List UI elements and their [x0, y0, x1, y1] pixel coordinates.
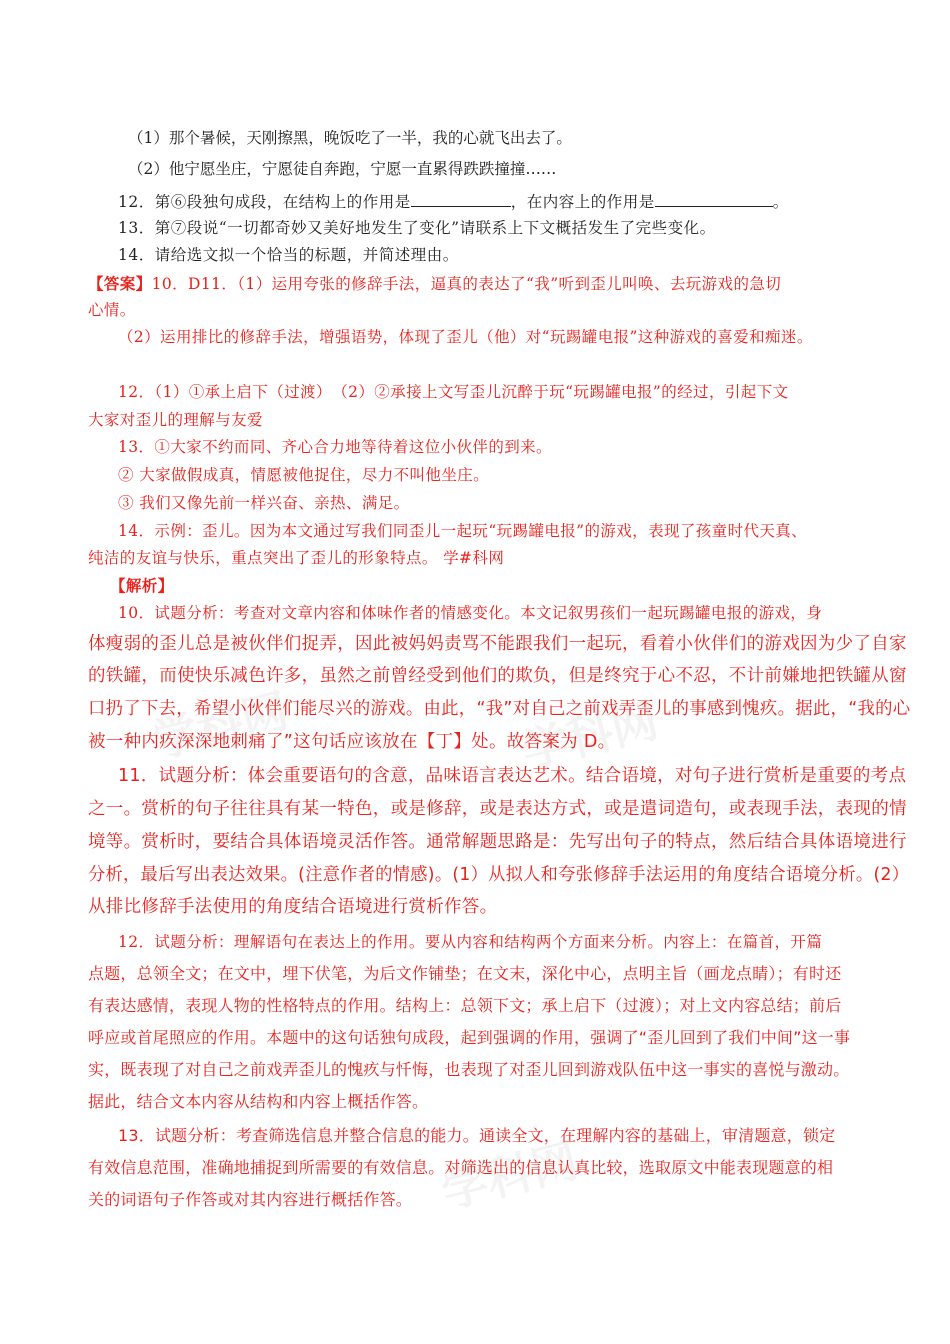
analysis-11-line: 从排比修辞手法使用的角度结合语境进行赏析作答。 — [88, 897, 498, 917]
analysis-11-line: 分析，最后写出表达效果。(注意作者的情感)。(1）从拟人和夸张修辞手法运用的角度结合语境分析。(2） — [88, 865, 910, 885]
question-13: 13．第⑦段说“一切都奇妙又美好地发生了变化”请联系上下文概括发生了完些变化。 — [118, 219, 716, 237]
watermark: 学科网 — [146, 683, 294, 769]
analysis-13-line: 有效信息范围，准确地捕捉到所需要的有效信息。对筛选出的信息认真比较，选取原文中能表现题意的相 — [88, 1158, 834, 1177]
analysis-12-line: 呼应或首尾照应的作用。本题中的这句话独句成段，起到强调的作用，强调了“歪儿回到了我们中间”这一事 — [88, 1028, 851, 1047]
question-14: 14．请给选文拟一个恰当的标题，并简述理由。 — [118, 246, 459, 264]
analysis-13-line: 13．试题分析：考查筛选信息并整合信息的能力。通读全文，在理解内容的基础上，审清题意，锁定 — [118, 1126, 836, 1145]
question-12-part-1: 12．第⑥段独句成段，在结构上的作用是 — [118, 193, 411, 211]
analysis-12-line: 有表达感情，表现人物的性格特点的作用。结构上：总领下文；承上启下（过渡）；对上文内容总结；前后 — [88, 996, 842, 1015]
question-12-part-3: 。 — [772, 193, 789, 211]
analysis-10-line: 10．试题分析：考查对文章内容和体味作者的情感变化。本文记叙男孩们一起玩踢罐电报的游戏，身 — [118, 604, 823, 622]
analysis-10-line: 体瘦弱的歪儿总是被伙伴们捉弄，因此被妈妈责骂不能跟我们一起玩，看着小伙伴们的游戏因为少了自家 — [88, 634, 907, 654]
answer-12-line-1: 12．（1）①承上启下（过渡） （2）②承接上文写歪儿沉醉于玩“玩踢罐电报”的经过，引起下文 — [118, 383, 789, 401]
answer-13-line-1: 13．①大家不约而同、齐心合力地等待着这位小伙伴的到来。 — [118, 438, 552, 456]
analysis-11-line: 境等。赏析时，要结合具体语境灵活作答。通常解题思路是：先写出句子的特点，然后结合具体语境进行 — [88, 832, 907, 852]
answer-blank-structure[interactable] — [411, 192, 511, 207]
analysis-12-line: 12．试题分析：理解语句在表达上的作用。要从内容和结构两个方面来分析。内容上：在篇首，开篇 — [118, 933, 823, 951]
question-11-item-1: （1）那个暑候，天刚擦黑，晚饭吃了一半，我的心就飞出去了。 — [128, 129, 572, 147]
answer-14-line-2: 纯洁的友谊与快乐，重点突出了歪儿的形象特点。 学#科网 — [88, 549, 505, 567]
answer-14-line-1: 14．示例：歪儿。因为本文通过写我们同歪儿一起玩“玩踢罐电报”的游戏，表现了孩童时代天真、 — [118, 522, 808, 540]
answer-blank-content[interactable] — [655, 192, 773, 207]
analysis-12-line: 据此，结合文本内容从结构和内容上概括作答。 — [88, 1092, 429, 1111]
analysis-11-line: 11．试题分析：体会重要语句的含意，品味语言表达艺术。结合语境，对句子进行赏析是重要的考点 — [118, 766, 907, 786]
analysis-10-line: 口扔了下去，希望小伙伴们能尽兴的游戏。由此，“我”对自己之前戏弄歪儿的事感到愧疚。据此，“我的心 — [88, 699, 911, 719]
analysis-12-line: 实，既表现了对自己之前戏弄歪儿的愧疚与忏悔，也表现了对歪儿回到游戏队伍中这一事实的喜悦与激动。 — [88, 1060, 850, 1079]
watermark: 学科网 — [516, 693, 664, 779]
answer-line-1: 【答案】10．D11．（1）运用夸张的修辞手法，逼真的表达了“我”听到歪儿叫唤、去玩游戏的急切 — [88, 274, 782, 293]
analysis-10-line: 被一种内疚深深地刺痛了”这句话应该放在【丁】处。故答案为 D。 — [88, 732, 616, 752]
question-12 — [118, 190, 789, 212]
analysis-10-line: 的铁罐，而使快乐减色许多，虽然之前曾经受到他们的欺负，但是终究于心不忍，不计前嫌地把铁罐从窗 — [88, 666, 907, 686]
answer-12-line-2: 大家对歪儿的理解与友爱 — [88, 411, 263, 429]
question-12-part-2: ，在内容上的作用是 — [510, 193, 655, 211]
analysis-12-line: 点题，总领全文；在文中，埋下伏笔，为后文作铺垫；在文末，深化中心，点明主旨（画龙点睛）；有时还 — [88, 964, 842, 983]
answer-13-line-2: ② 大家做假成真，情愿被他捉住，尽力不叫他坐庄。 — [118, 466, 490, 484]
answer-line-3: （2）运用排比的修辞手法，增强语势，体现了歪儿（他）对“玩踢罐电报”这种游戏的喜爱和痴迷。 — [118, 328, 813, 346]
analysis-11-line: 之一。赏析的句子往往具有某一特色，或是修辞，或是表达方式，或是遣词造句，或表现手法，表现的情 — [88, 799, 907, 819]
analysis-13-line: 关的词语句子作答或对其内容进行概括作答。 — [88, 1190, 413, 1209]
analysis-header: 【解析】 — [110, 576, 174, 595]
answer-header-tag: 【答案】 — [88, 274, 152, 293]
question-11-item-2: （2）他宁愿坐庄，宁愿徒自奔跑，宁愿一直累得跌跌撞撞…… — [128, 160, 557, 178]
watermark: 学科网 — [436, 1133, 584, 1219]
answer-line-2: 心情。 — [88, 301, 136, 319]
answer-13-line-3: ③ 我们又像先前一样兴奋、亲热、满足。 — [118, 494, 410, 512]
